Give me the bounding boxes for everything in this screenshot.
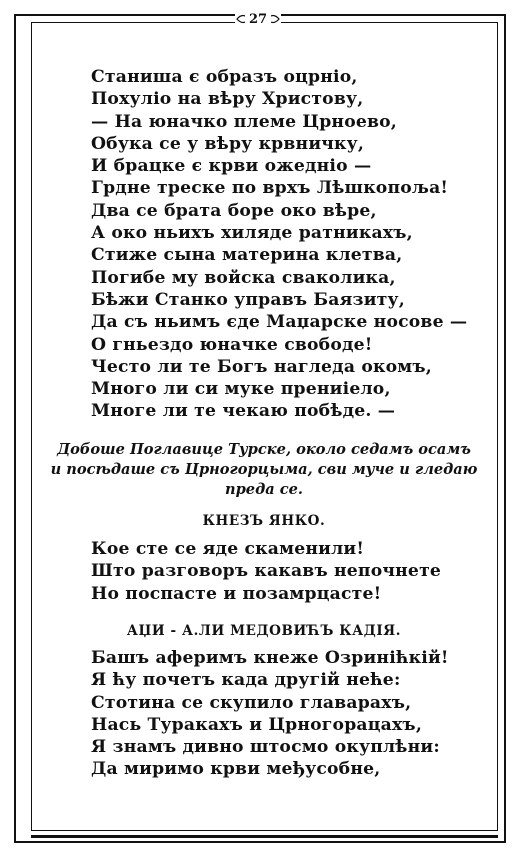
page-number: 27 <box>245 12 271 27</box>
verse-line: Много ли си муке прениіело, <box>91 379 391 400</box>
stanza-1 <box>91 66 467 423</box>
speaker-knez-yanko: КНЕЗЪ ЯНКО. <box>202 513 326 529</box>
verse-line: А око ньихъ хиляде ратникахъ, <box>91 223 413 244</box>
verse-line: И брацке є крви ожедніо — <box>91 156 372 177</box>
verse-line: Нась Туракахъ и Црногорацахъ, <box>91 714 423 735</box>
verse-line: Но поспасте и позамрцасте! <box>91 583 382 604</box>
verse-line: Често ли те Богъ нагледа окомъ, <box>91 356 432 377</box>
verse-line: Два се брата боре око вѣре, <box>91 200 377 221</box>
verse-line: Похуліо на вѣру Христову, <box>91 89 364 110</box>
verse-line: Я знамъ дивно штосмо окуплѣни: <box>91 737 440 758</box>
verse-line: О гньездо юначке свободе! <box>91 334 373 355</box>
verse-line: Да миримо крви међусобне, <box>91 759 381 780</box>
verse-line: — На юначко племе Црноево, <box>91 111 397 132</box>
speaker-medovic-kadiya: АЏИ - А.ЛИ МЕДОВИЋЪ КАДІЯ. <box>126 623 402 639</box>
verse-line: Я ћу почетъ када другій неће: <box>91 670 401 691</box>
verse-line: Бѣжи Станко управъ Баязиту, <box>91 289 405 310</box>
verse-line: Стиже сына материна клетва, <box>91 245 403 266</box>
stanza-3 <box>91 647 449 781</box>
verse-line: Што разговоръ какавъ непочнете <box>91 561 442 582</box>
stage-line: и посѣдаше съ Црногорцыма, сви муче и гледаю <box>50 461 478 478</box>
verse-line: Многе ли те чекаю побѣде. — <box>91 401 396 422</box>
verse-line: Башъ аферимъ кнеже Озриніћкій! <box>91 648 449 668</box>
verse-line: Кое сте се яде скаменили! <box>91 539 365 559</box>
verse-line: Обука се у вѣру крвничку, <box>91 133 365 154</box>
verse-line: Станиша є образъ оцрніо, <box>91 67 358 87</box>
page-number-badge <box>235 6 281 32</box>
page-bottom-rule <box>31 835 498 838</box>
verse-line: Да съ ньимъ єде Маџарске носове — <box>91 312 468 333</box>
stage-direction <box>48 440 480 500</box>
verse-line: Стотина се скупило главарахъ, <box>91 692 412 713</box>
verse-line: Погибе му войска сваколика, <box>91 267 396 288</box>
verse-line: Грдне треске по врхъ Лѣшкопоља! <box>91 178 449 199</box>
stage-line: Добоше Поглавице Турске, около седамъ осамъ <box>57 441 471 458</box>
stage-line: преда се. <box>224 481 304 498</box>
stanza-2 <box>91 538 441 605</box>
